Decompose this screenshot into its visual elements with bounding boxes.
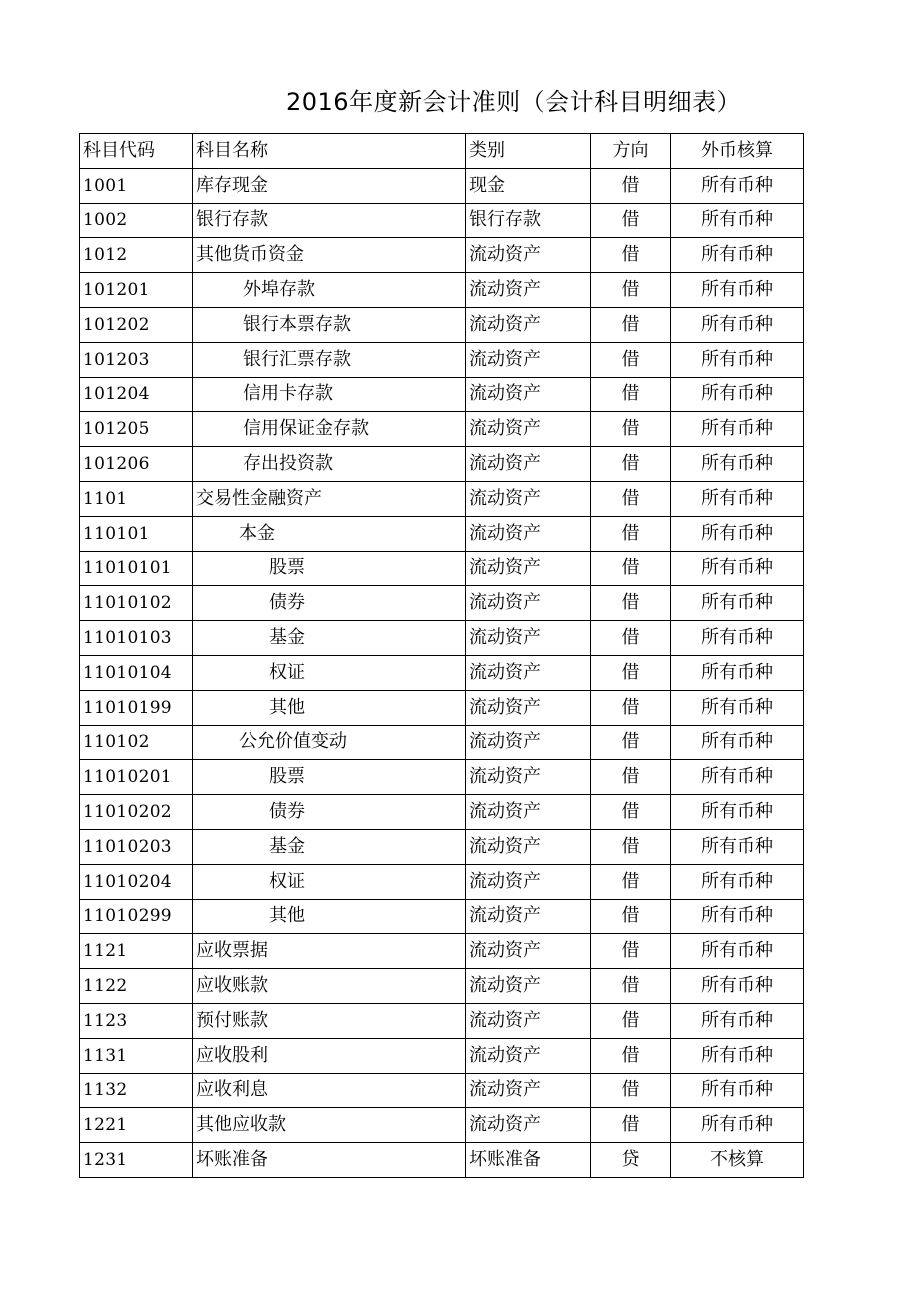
table-row — [80, 1143, 804, 1178]
cell-category: 银行存款 — [466, 203, 591, 238]
cell-direction: 借 — [591, 586, 671, 621]
cell-name: 存出投资款 — [193, 447, 466, 482]
table-row — [80, 621, 804, 656]
cell-direction: 借 — [591, 238, 671, 273]
table-row — [80, 934, 804, 969]
cell-code: 11010102 — [80, 586, 193, 621]
cell-name: 信用保证金存款 — [193, 412, 466, 447]
cell-direction: 借 — [591, 1038, 671, 1073]
cell-name: 其他 — [193, 690, 466, 725]
cell-code: 1012 — [80, 238, 193, 273]
cell-fx: 所有币种 — [671, 168, 804, 203]
cell-code: 1002 — [80, 203, 193, 238]
cell-code: 1122 — [80, 969, 193, 1004]
cell-category: 流动资产 — [466, 377, 591, 412]
cell-fx: 所有币种 — [671, 621, 804, 656]
cell-fx: 所有币种 — [671, 969, 804, 1004]
cell-fx: 所有币种 — [671, 829, 804, 864]
cell-code: 1001 — [80, 168, 193, 203]
table-row — [80, 899, 804, 934]
cell-code: 11010104 — [80, 655, 193, 690]
table-row — [80, 1038, 804, 1073]
cell-direction: 借 — [591, 481, 671, 516]
cell-fx: 所有币种 — [671, 412, 804, 447]
cell-code: 101204 — [80, 377, 193, 412]
cell-name: 交易性金融资产 — [193, 481, 466, 516]
table-row — [80, 864, 804, 899]
cell-category: 流动资产 — [466, 760, 591, 795]
table-row — [80, 481, 804, 516]
table-row — [80, 412, 804, 447]
cell-code: 11010204 — [80, 864, 193, 899]
cell-code: 101203 — [80, 342, 193, 377]
table-body — [80, 168, 804, 1177]
cell-fx: 所有币种 — [671, 1038, 804, 1073]
cell-name: 其他货币资金 — [193, 238, 466, 273]
cell-name: 信用卡存款 — [193, 377, 466, 412]
cell-category: 流动资产 — [466, 273, 591, 308]
cell-category: 流动资产 — [466, 412, 591, 447]
table-row — [80, 551, 804, 586]
cell-direction: 借 — [591, 342, 671, 377]
table-row — [80, 447, 804, 482]
cell-code: 1132 — [80, 1073, 193, 1108]
table-row — [80, 1108, 804, 1143]
cell-code: 101206 — [80, 447, 193, 482]
cell-category: 流动资产 — [466, 655, 591, 690]
cell-fx: 所有币种 — [671, 1073, 804, 1108]
cell-category: 流动资产 — [466, 795, 591, 830]
cell-fx: 所有币种 — [671, 203, 804, 238]
cell-category: 流动资产 — [466, 516, 591, 551]
cell-fx: 所有币种 — [671, 273, 804, 308]
cell-name: 债券 — [193, 586, 466, 621]
cell-direction: 借 — [591, 655, 671, 690]
cell-fx: 所有币种 — [671, 899, 804, 934]
table-row — [80, 969, 804, 1004]
cell-name: 库存现金 — [193, 168, 466, 203]
cell-name: 基金 — [193, 829, 466, 864]
cell-category: 流动资产 — [466, 1038, 591, 1073]
cell-fx: 不核算 — [671, 1143, 804, 1178]
header-fx: 外币核算 — [671, 134, 804, 169]
cell-category: 流动资产 — [466, 342, 591, 377]
table-row — [80, 168, 804, 203]
cell-name: 债券 — [193, 795, 466, 830]
cell-category: 流动资产 — [466, 447, 591, 482]
table-row — [80, 586, 804, 621]
cell-code: 1231 — [80, 1143, 193, 1178]
table-row — [80, 203, 804, 238]
cell-direction: 借 — [591, 760, 671, 795]
table-row — [80, 342, 804, 377]
cell-direction: 借 — [591, 377, 671, 412]
cell-category: 流动资产 — [466, 1003, 591, 1038]
cell-category: 流动资产 — [466, 238, 591, 273]
cell-code: 11010199 — [80, 690, 193, 725]
cell-code: 1221 — [80, 1108, 193, 1143]
cell-category: 流动资产 — [466, 551, 591, 586]
table-header-row — [80, 134, 804, 169]
cell-name: 股票 — [193, 551, 466, 586]
cell-name: 权证 — [193, 655, 466, 690]
cell-name: 股票 — [193, 760, 466, 795]
cell-code: 101201 — [80, 273, 193, 308]
cell-name: 本金 — [193, 516, 466, 551]
cell-direction: 借 — [591, 273, 671, 308]
cell-direction: 借 — [591, 934, 671, 969]
cell-category: 流动资产 — [466, 725, 591, 760]
cell-name: 其他 — [193, 899, 466, 934]
cell-direction: 贷 — [591, 1143, 671, 1178]
cell-name: 应收票据 — [193, 934, 466, 969]
table-row — [80, 273, 804, 308]
cell-category: 流动资产 — [466, 1073, 591, 1108]
table-row — [80, 307, 804, 342]
cell-fx: 所有币种 — [671, 586, 804, 621]
table-row — [80, 760, 804, 795]
cell-name: 坏账准备 — [193, 1143, 466, 1178]
table-row — [80, 238, 804, 273]
cell-name: 基金 — [193, 621, 466, 656]
cell-name: 权证 — [193, 864, 466, 899]
cell-category: 坏账准备 — [466, 1143, 591, 1178]
cell-fx: 所有币种 — [671, 934, 804, 969]
cell-category: 流动资产 — [466, 621, 591, 656]
cell-code: 1101 — [80, 481, 193, 516]
cell-category: 流动资产 — [466, 899, 591, 934]
header-code: 科目代码 — [80, 134, 193, 169]
cell-code: 11010202 — [80, 795, 193, 830]
cell-direction: 借 — [591, 1108, 671, 1143]
cell-direction: 借 — [591, 307, 671, 342]
cell-fx: 所有币种 — [671, 342, 804, 377]
cell-category: 流动资产 — [466, 481, 591, 516]
cell-direction: 借 — [591, 621, 671, 656]
cell-fx: 所有币种 — [671, 655, 804, 690]
cell-direction: 借 — [591, 690, 671, 725]
cell-fx: 所有币种 — [671, 447, 804, 482]
cell-code: 11010299 — [80, 899, 193, 934]
cell-direction: 借 — [591, 725, 671, 760]
cell-code: 11010201 — [80, 760, 193, 795]
cell-fx: 所有币种 — [671, 516, 804, 551]
cell-fx: 所有币种 — [671, 725, 804, 760]
cell-direction: 借 — [591, 447, 671, 482]
cell-category: 流动资产 — [466, 934, 591, 969]
cell-direction: 借 — [591, 969, 671, 1004]
account-table — [79, 133, 804, 1178]
cell-direction: 借 — [591, 829, 671, 864]
cell-fx: 所有币种 — [671, 238, 804, 273]
header-direction: 方向 — [591, 134, 671, 169]
cell-code: 11010103 — [80, 621, 193, 656]
cell-name: 其他应收款 — [193, 1108, 466, 1143]
cell-direction: 借 — [591, 864, 671, 899]
cell-category: 现金 — [466, 168, 591, 203]
cell-direction: 借 — [591, 795, 671, 830]
table-row — [80, 655, 804, 690]
table-row — [80, 690, 804, 725]
cell-direction: 借 — [591, 899, 671, 934]
cell-direction: 借 — [591, 412, 671, 447]
cell-fx: 所有币种 — [671, 864, 804, 899]
header-category: 类别 — [466, 134, 591, 169]
cell-name: 预付账款 — [193, 1003, 466, 1038]
cell-fx: 所有币种 — [671, 795, 804, 830]
cell-code: 1131 — [80, 1038, 193, 1073]
cell-fx: 所有币种 — [671, 481, 804, 516]
cell-direction: 借 — [591, 551, 671, 586]
cell-name: 公允价值变动 — [193, 725, 466, 760]
cell-name: 银行本票存款 — [193, 307, 466, 342]
table-row — [80, 829, 804, 864]
table-row — [80, 377, 804, 412]
cell-code: 11010101 — [80, 551, 193, 586]
cell-fx: 所有币种 — [671, 307, 804, 342]
cell-direction: 借 — [591, 203, 671, 238]
table-row — [80, 516, 804, 551]
cell-direction: 借 — [591, 168, 671, 203]
cell-name: 应收账款 — [193, 969, 466, 1004]
table-row — [80, 1073, 804, 1108]
table-row — [80, 1003, 804, 1038]
cell-category: 流动资产 — [466, 307, 591, 342]
cell-category: 流动资产 — [466, 586, 591, 621]
cell-name: 应收利息 — [193, 1073, 466, 1108]
cell-category: 流动资产 — [466, 864, 591, 899]
cell-code: 1121 — [80, 934, 193, 969]
cell-fx: 所有币种 — [671, 1108, 804, 1143]
cell-code: 101205 — [80, 412, 193, 447]
cell-category: 流动资产 — [466, 829, 591, 864]
cell-code: 110101 — [80, 516, 193, 551]
header-name: 科目名称 — [193, 134, 466, 169]
cell-category: 流动资产 — [466, 690, 591, 725]
cell-name: 银行汇票存款 — [193, 342, 466, 377]
cell-name: 外埠存款 — [193, 273, 466, 308]
table-row — [80, 795, 804, 830]
cell-fx: 所有币种 — [671, 760, 804, 795]
cell-fx: 所有币种 — [671, 1003, 804, 1038]
cell-fx: 所有币种 — [671, 551, 804, 586]
cell-category: 流动资产 — [466, 969, 591, 1004]
cell-fx: 所有币种 — [671, 690, 804, 725]
cell-code: 110102 — [80, 725, 193, 760]
cell-code: 101202 — [80, 307, 193, 342]
cell-fx: 所有币种 — [671, 377, 804, 412]
page-title: 2016年度新会计准则（会计科目明细表） — [286, 88, 742, 116]
cell-code: 11010203 — [80, 829, 193, 864]
table-row — [80, 725, 804, 760]
cell-direction: 借 — [591, 1003, 671, 1038]
cell-category: 流动资产 — [466, 1108, 591, 1143]
cell-name: 银行存款 — [193, 203, 466, 238]
cell-name: 应收股利 — [193, 1038, 466, 1073]
cell-direction: 借 — [591, 1073, 671, 1108]
cell-code: 1123 — [80, 1003, 193, 1038]
cell-direction: 借 — [591, 516, 671, 551]
